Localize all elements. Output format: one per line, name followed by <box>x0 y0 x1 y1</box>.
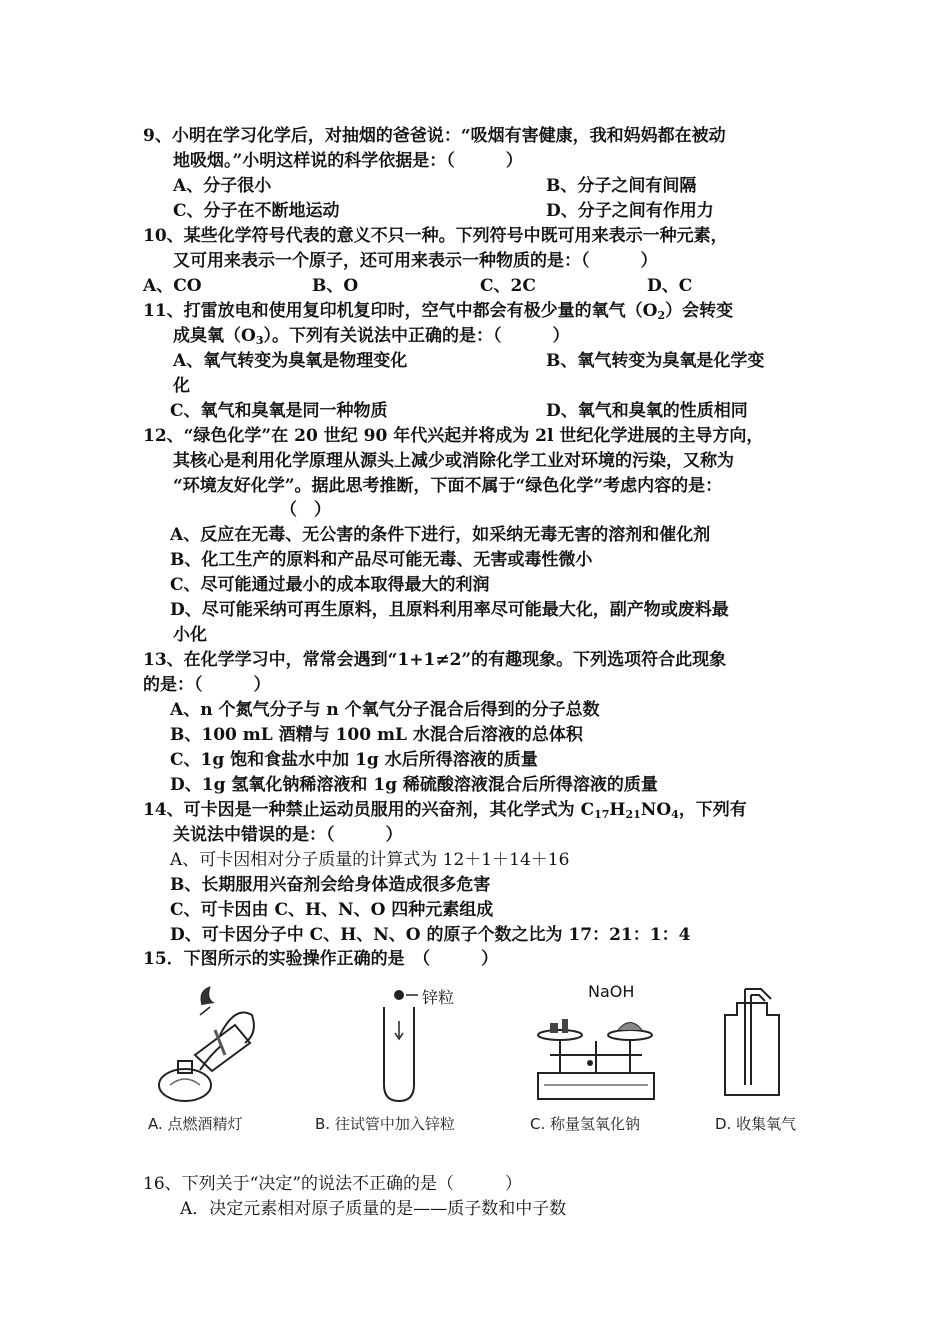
q12-answer-blank: （ ） <box>280 500 331 520</box>
q13-option-c: C、1g 饱和食盐水中加 1g 水后所得溶液的质量 <box>170 750 538 770</box>
q10-option-a: A、CO <box>143 276 202 296</box>
q16-option-a: A．决定元素相对原子质量的是——质子数和中子数 <box>180 1199 567 1219</box>
q9-option-a: A、分子很小 <box>173 176 272 196</box>
q13-stem-line1: 13、在化学学习中，常常会遇到“1+1≠2”的有趣现象。下列选项符合此现象 <box>143 650 727 670</box>
q12-option-d-wrap: 小化 <box>173 625 207 645</box>
q11-stem-line2: 成臭氧$(O_3)$。下列有关说法中正确的是：（ ） <box>173 326 570 347</box>
caption-b: B. 往试管中加入锌粒 <box>315 1115 455 1133</box>
gas-bottle-figure <box>715 985 825 1133</box>
q15-stem: 15．下图所示的实验操作正确的是 （ ） <box>143 949 499 969</box>
q14-option-a: A、可卡因相对分子质量的计算式为 12＋1＋14＋16 <box>170 850 570 870</box>
q13-option-b: B、100 mL 酒精与 100 mL 水混合后溶液的总体积 <box>170 725 583 745</box>
q12-stem-line2: 其核心是利用化学原理从源头上减少或消除化学工业对环境的污染，又称为 <box>173 451 734 471</box>
q14-stem-line2: 关说法中错误的是：（ ） <box>173 825 403 845</box>
q9-stem-line2: 地吸烟。”小明这样说的科学依据是：（ ） <box>173 151 523 171</box>
q9-option-c: C、分子在不断地运动 <box>173 201 340 221</box>
q11-stem-line1: 11、打雷放电和使用复印机复印时，空气中都会有极少量的氧气$(O_2)$会转变 <box>143 301 734 322</box>
q10-option-c: C、2C <box>480 276 536 296</box>
q10-option-d: D、C <box>647 276 693 296</box>
q12-option-c: C、尽可能通过最小的成本取得最大的利润 <box>170 575 490 595</box>
q9-stem-line1: 9、小明在学习化学后，对抽烟的爸爸说：“吸烟有害健康，我和妈妈都在被动 <box>143 126 726 146</box>
q15-figures <box>140 982 820 1135</box>
q12-option-d: D、尽可能采纳可再生原料，且原料利用率尽可能最大化，副产物或废料最 <box>170 600 729 620</box>
q11-option-a: A、氧气转变为臭氧是物理变化 <box>173 351 408 371</box>
q12-stem-line1: 12、“绿色化学”在 20 世纪 90 年代兴起并将成为 2l 世纪化学进展的主导方向， <box>143 426 764 446</box>
q12-option-b: B、化工生产的原料和产品尽可能无毒、无害或毒性微小 <box>170 550 593 570</box>
q13-option-d: D、1g 氢氧化钠稀溶液和 1g 稀硫酸溶液混合后所得溶液的质量 <box>170 775 658 795</box>
q12-option-a: A、反应在无毒、无公害的条件下进行，如采纳无毒无害的溶剂和催化剂 <box>170 525 711 545</box>
q14-stem-line1: 14、可卡因是一种禁止运动员服用的兴奋剂，其化学式为 $C_{17}H_{21}NO_4$，下列有 <box>143 800 747 821</box>
q9-option-d: D、分子之间有作用力 <box>546 201 714 221</box>
q14-option-b: B、长期服用兴奋剂会给身体造成很多危害 <box>170 875 491 895</box>
q11-option-b: B、氧气转变为臭氧是化学变 <box>546 351 765 371</box>
zinc-label: 锌粒 <box>422 988 455 1007</box>
q16-stem: 16、下列关于“决定”的说法不正确的是（ ） <box>143 1174 523 1194</box>
q9-option-b: B、分子之间有间隔 <box>546 176 697 196</box>
test-tube-figure <box>315 985 510 1133</box>
q14-option-d: D、可卡因分子中 C、H、N、O 的原子个数之比为 17：21：1：4 <box>170 925 691 945</box>
q11-option-d: D、氧气和臭氧的性质相同 <box>546 401 748 421</box>
caption-a: A. 点燃酒精灯 <box>148 1115 243 1133</box>
q13-option-a: A、n 个氮气分子与 n 个氧气分子混合后得到的分子总数 <box>170 700 600 720</box>
q10-stem-line1: 10、某些化学符号代表的意义不只一种。下列符号中既可用来表示一种元素， <box>143 226 728 246</box>
alcohol-lamp-figure <box>140 985 280 1133</box>
naoh-label: NaOH <box>588 982 635 1001</box>
q14-option-c: C、可卡因由 C、H、N、O 四种元素组成 <box>170 900 494 920</box>
q13-stem-line2: 的是：（ ） <box>143 675 271 695</box>
caption-d: D. 收集氧气 <box>715 1115 797 1133</box>
q11-option-b-wrap: 化 <box>173 376 190 396</box>
q10-stem-line2: 又可用来表示一个原子，还可用来表示一种物质的是：（ ） <box>173 251 658 271</box>
q10-option-b: B、O <box>312 276 359 296</box>
q11-option-c: C、氧气和臭氧是同一种物质 <box>170 401 388 421</box>
q12-stem-line3: “环境友好化学”。据此思考推断，下面不属于“绿色化学”考虑内容的是： <box>173 476 723 496</box>
caption-c: C. 称量氢氧化钠 <box>530 1115 641 1133</box>
balance-figure <box>530 982 690 1133</box>
